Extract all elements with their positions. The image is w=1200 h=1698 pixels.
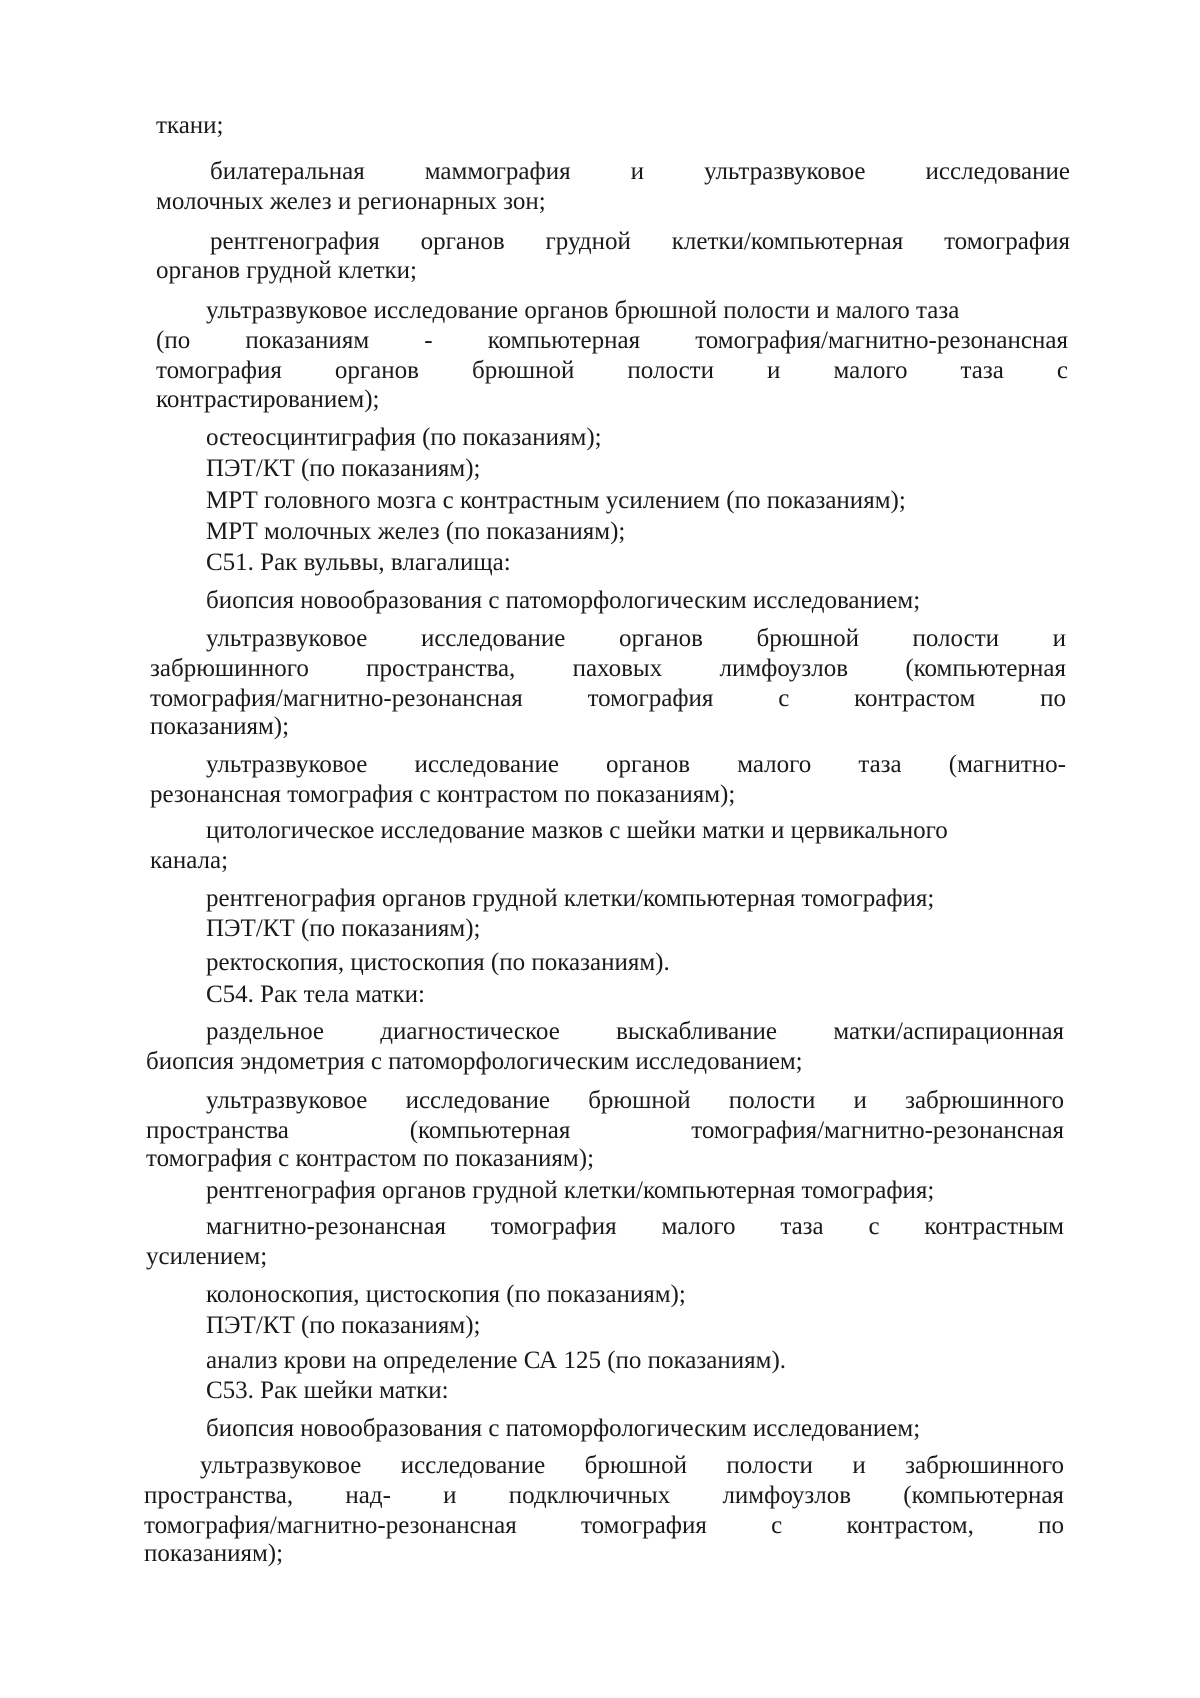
word: томография (587, 685, 714, 712)
word: исследование (925, 158, 1070, 185)
word: клетки/компьютерная (671, 228, 904, 255)
word: полости (728, 1087, 816, 1114)
word: брюшной (756, 625, 859, 652)
word: (компьютерная (905, 655, 1066, 682)
text-line: ПЭТ/КТ (по показаниям); (206, 915, 481, 942)
text-line (206, 750, 1066, 780)
word: раздельное (206, 1018, 324, 1045)
text-line (206, 1212, 1064, 1242)
word: диагностическое (380, 1018, 560, 1045)
text-line (206, 1017, 1064, 1047)
word: и (630, 158, 645, 185)
text-line: рентгенография органов грудной клетки/компьютерная томография; (206, 1177, 935, 1204)
word: малого (833, 357, 908, 384)
word: по (1040, 685, 1066, 712)
text-line (206, 624, 1066, 654)
word: ультразвуковое (206, 1087, 368, 1114)
word: томография/магнитно-резонансная (691, 1117, 1064, 1144)
word: забрюшинного (905, 1087, 1064, 1114)
text-line: показаниям); (150, 713, 290, 740)
word: ультразвуковое (206, 625, 368, 652)
word: показаниям (245, 327, 370, 354)
word: таза (780, 1213, 824, 1240)
word: лимфоузлов (722, 1482, 852, 1509)
text-line: МРТ головного мозга с контрастным усилением (по показаниям); (206, 487, 906, 514)
word: (магнитно- (948, 751, 1066, 778)
text-line: показаниям); (144, 1540, 284, 1567)
word: малого (661, 1213, 736, 1240)
word: и (443, 1482, 457, 1509)
text-line (150, 654, 1066, 684)
word: контрастом (854, 685, 976, 712)
word: лимфоузлов (719, 655, 849, 682)
word: томография (490, 1213, 617, 1240)
word: брюшной (588, 1087, 691, 1114)
text-line: ультразвуковое исследование органов брюшной полости и малого таза (206, 297, 960, 324)
word: билатеральная (210, 158, 365, 185)
text-line: ректоскопия, цистоскопия (по показаниям). (206, 949, 670, 976)
text-line: анализ крови на определение СА 125 (по показаниям). (206, 1347, 787, 1374)
word: томография/магнитно-резонансная (695, 327, 1068, 354)
word: брюшной (471, 357, 575, 384)
text-line: резонансная томография с контрастом по показаниям); (150, 781, 736, 808)
word: и (767, 357, 781, 384)
word: магнитно-резонансная (206, 1213, 446, 1240)
word: пространства, (366, 655, 516, 682)
text-line: ткани; (156, 112, 224, 139)
word: (компьютерная (903, 1482, 1064, 1509)
word: малого (737, 751, 812, 778)
word: томография (944, 228, 1070, 255)
word: подключичных (508, 1482, 671, 1509)
text-line (156, 356, 1068, 386)
word: полости (912, 625, 1000, 652)
word: с (778, 685, 790, 712)
text-line: C51. Рак вульвы, влагалища: (206, 549, 511, 576)
word: и (1052, 625, 1066, 652)
word: над- (345, 1482, 391, 1509)
text-line (206, 1086, 1064, 1116)
word: органов (420, 228, 505, 255)
text-line: молочных желез и регионарных зон; (156, 188, 546, 215)
word: грудной (545, 228, 631, 255)
word: контрастом, (846, 1512, 974, 1539)
word: ультразвуковое (704, 158, 866, 185)
text-line (210, 227, 1070, 257)
word: полости (726, 1452, 813, 1479)
word: пространства, (144, 1482, 294, 1509)
text-line (144, 1511, 1064, 1541)
word: и (852, 1452, 866, 1479)
text-line: C53. Рак шейки матки: (206, 1377, 449, 1404)
text-line: биопсия новообразования с патоморфологическим исследованием; (206, 1415, 921, 1442)
word: и (853, 1087, 867, 1114)
text-line: усилением; (146, 1243, 268, 1270)
word: органов (618, 625, 703, 652)
text-line: ПЭТ/КТ (по показаниям); (206, 455, 481, 482)
text-line: томография с контрастом по показаниям); (146, 1145, 595, 1172)
word: полости (627, 357, 714, 384)
word: исследование (420, 625, 566, 652)
text-line: контрастированием); (156, 386, 380, 413)
text-line: биопсия новообразования с патоморфологическим исследованием; (206, 587, 921, 614)
word: ультразвуковое (206, 751, 368, 778)
word: с (1056, 357, 1068, 384)
word: исследование (414, 751, 559, 778)
word: забрюшинного (150, 655, 309, 682)
text-line: ПЭТ/КТ (по показаниям); (206, 1312, 481, 1339)
word: томография (581, 1512, 707, 1539)
word: с (771, 1512, 783, 1539)
word: контрастным (924, 1213, 1064, 1240)
word: таза (858, 751, 902, 778)
word: - (424, 327, 433, 354)
word: (компьютерная (409, 1117, 571, 1144)
word: пространства (146, 1117, 289, 1144)
word: таза (960, 357, 1004, 384)
word: ультразвуковое (200, 1452, 362, 1479)
word: томография/магнитно-резонансная (144, 1512, 517, 1539)
word: томография (156, 357, 282, 384)
text-line: МРТ молочных желез (по показаниям); (206, 518, 626, 545)
text-line (146, 1116, 1064, 1146)
word: выскабливание (616, 1018, 778, 1045)
text-line (144, 1481, 1064, 1511)
text-line (150, 684, 1066, 714)
word: (по (156, 327, 191, 354)
word: исследование (405, 1087, 551, 1114)
text-line: остеосцинтиграфия (по показаниям); (206, 424, 602, 451)
text-line: рентгенография органов грудной клетки/компьютерная томография; (206, 885, 935, 912)
text-line (210, 157, 1070, 187)
word: органов (334, 357, 419, 384)
word: маммография (424, 158, 571, 185)
word: паховых (572, 655, 663, 682)
text-line (156, 326, 1068, 356)
text-line: C54. Рак тела матки: (206, 981, 425, 1008)
word: брюшной (584, 1452, 688, 1479)
word: компьютерная (487, 327, 641, 354)
text-line: колоноскопия, цистоскопия (по показаниям); (206, 1281, 686, 1308)
word: исследование (400, 1452, 546, 1479)
word: матки/аспирационная (833, 1018, 1064, 1045)
word: томография/магнитно-резонансная (150, 685, 523, 712)
word: с (868, 1213, 880, 1240)
text-line: цитологическое исследование мазков с шейки матки и цервикального (206, 817, 948, 844)
word: рентгенография (210, 228, 380, 255)
text-line (200, 1451, 1064, 1481)
word: по (1038, 1512, 1064, 1539)
word: забрюшинного (905, 1452, 1064, 1479)
text-line: канала; (150, 847, 229, 874)
text-line: биопсия эндометрия с патоморфологическим исследованием; (146, 1048, 803, 1075)
word: органов (606, 751, 691, 778)
text-line: органов грудной клетки; (156, 257, 417, 284)
